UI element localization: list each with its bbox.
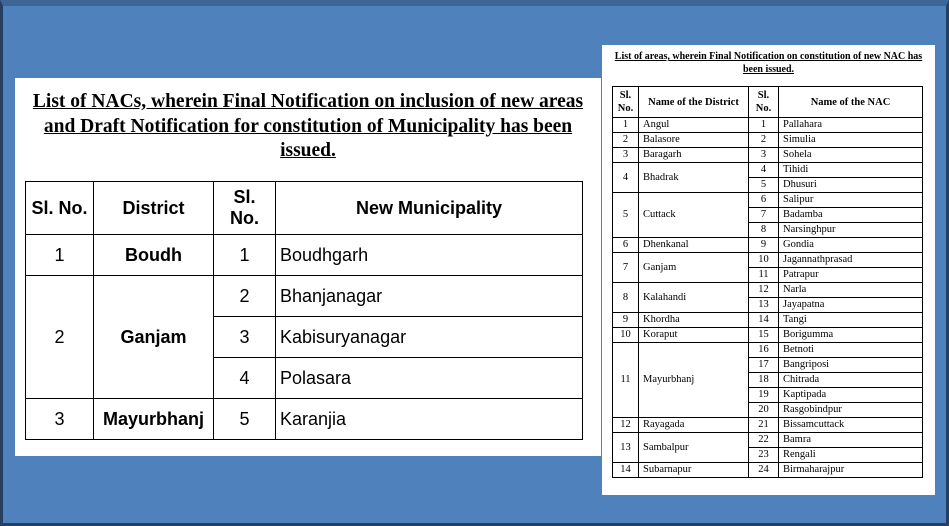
district-name: Koraput <box>639 328 749 343</box>
row-sl-no: 2 <box>26 276 94 399</box>
table-row <box>613 148 923 163</box>
nac-sl-no: 7 <box>749 208 779 223</box>
nac-sl-no: 22 <box>749 433 779 448</box>
row-sl-no: 1 <box>26 235 94 276</box>
table-row <box>613 343 923 358</box>
table-row <box>26 276 583 317</box>
table-row <box>613 238 923 253</box>
nac-municipality-panel <box>15 78 601 456</box>
nac-name: Rasgobindpur <box>779 403 923 418</box>
table-row <box>613 283 923 298</box>
nac-name: Salipur <box>779 193 923 208</box>
nac-list-panel <box>602 45 935 495</box>
nac-sl-no: 5 <box>749 178 779 193</box>
nac-name: Birmaharajpur <box>779 463 923 478</box>
table-header-row <box>26 182 583 235</box>
nac-name: Simulia <box>779 133 923 148</box>
nac-name: Betnoti <box>779 343 923 358</box>
nac-name: Narla <box>779 283 923 298</box>
nac-name: Bangriposi <box>779 358 923 373</box>
district-name: Ganjam <box>639 253 749 283</box>
nac-sl-no: 4 <box>749 163 779 178</box>
nac-municipality-table <box>25 181 583 440</box>
municipality-sl-no: 1 <box>214 235 276 276</box>
nac-name: Patrapur <box>779 268 923 283</box>
header-sl-no-2: Sl. No. <box>749 87 779 118</box>
table-row <box>613 313 923 328</box>
row-sl-no: 8 <box>613 283 639 313</box>
nac-name: Rengali <box>779 448 923 463</box>
nac-sl-no: 17 <box>749 358 779 373</box>
table-row <box>613 463 923 478</box>
row-sl-no: 3 <box>26 399 94 440</box>
municipality-name: Polasara <box>276 358 583 399</box>
nac-sl-no: 20 <box>749 403 779 418</box>
nac-name: Tangi <box>779 313 923 328</box>
nac-sl-no: 8 <box>749 223 779 238</box>
nac-sl-no: 14 <box>749 313 779 328</box>
header-district: District <box>94 182 214 235</box>
municipality-name: Bhanjanagar <box>276 276 583 317</box>
district-name: Khordha <box>639 313 749 328</box>
row-sl-no: 9 <box>613 313 639 328</box>
table-row <box>26 399 583 440</box>
nac-sl-no: 9 <box>749 238 779 253</box>
row-sl-no: 3 <box>613 148 639 163</box>
nac-name: Dhusuri <box>779 178 923 193</box>
nac-sl-no: 10 <box>749 253 779 268</box>
nac-name: Bamra <box>779 433 923 448</box>
header-nac-name: Name of the NAC <box>779 87 923 118</box>
nac-sl-no: 3 <box>749 148 779 163</box>
row-sl-no: 7 <box>613 253 639 283</box>
nac-name: Pallahara <box>779 118 923 133</box>
header-sl-no-2: Sl. No. <box>214 182 276 235</box>
municipality-sl-no: 5 <box>214 399 276 440</box>
district-name: Boudh <box>94 235 214 276</box>
district-name: Rayagada <box>639 418 749 433</box>
district-name: Bhadrak <box>639 163 749 193</box>
row-sl-no: 10 <box>613 328 639 343</box>
nac-name: Bissamcuttack <box>779 418 923 433</box>
row-sl-no: 11 <box>613 343 639 418</box>
table-row <box>613 133 923 148</box>
table-row <box>613 253 923 268</box>
nac-name: Badamba <box>779 208 923 223</box>
nac-sl-no: 19 <box>749 388 779 403</box>
table-row <box>613 163 923 178</box>
row-sl-no: 4 <box>613 163 639 193</box>
district-name: Angul <box>639 118 749 133</box>
municipality-sl-no: 4 <box>214 358 276 399</box>
nac-sl-no: 12 <box>749 283 779 298</box>
nac-sl-no: 18 <box>749 373 779 388</box>
nac-sl-no: 15 <box>749 328 779 343</box>
nac-name: Chitrada <box>779 373 923 388</box>
district-name: Cuttack <box>639 193 749 238</box>
row-sl-no: 14 <box>613 463 639 478</box>
nac-sl-no: 1 <box>749 118 779 133</box>
table-row <box>26 235 583 276</box>
district-name: Dhenkanal <box>639 238 749 253</box>
table-row <box>613 418 923 433</box>
header-district-name: Name of the District <box>639 87 749 118</box>
municipality-name: Kabisuryanagar <box>276 317 583 358</box>
nac-sl-no: 13 <box>749 298 779 313</box>
nac-sl-no: 2 <box>749 133 779 148</box>
table-header-row <box>613 87 923 118</box>
district-name: Kalahandi <box>639 283 749 313</box>
nac-name: Kaptipada <box>779 388 923 403</box>
nac-name: Jayapatna <box>779 298 923 313</box>
municipality-sl-no: 2 <box>214 276 276 317</box>
district-name: Baragarh <box>639 148 749 163</box>
district-name: Sambalpur <box>639 433 749 463</box>
municipality-sl-no: 3 <box>214 317 276 358</box>
nac-name: Borigumma <box>779 328 923 343</box>
nac-sl-no: 24 <box>749 463 779 478</box>
nac-name: Tihidi <box>779 163 923 178</box>
nac-name: Narsinghpur <box>779 223 923 238</box>
right-table-title: List of areas, wherein Final Notification on constitution of new NAC has been issued. <box>614 51 923 75</box>
header-new-municipality: New Municipality <box>276 182 583 235</box>
row-sl-no: 1 <box>613 118 639 133</box>
nac-list-table <box>612 86 923 478</box>
left-table-title: List of NACs, wherein Final Notification on inclusion of new areas and Draft Notification for constitution of Municipality has been issued. <box>32 91 584 161</box>
row-sl-no: 6 <box>613 238 639 253</box>
row-sl-no: 2 <box>613 133 639 148</box>
row-sl-no: 12 <box>613 418 639 433</box>
district-name: Subarnapur <box>639 463 749 478</box>
nac-sl-no: 16 <box>749 343 779 358</box>
table-row <box>613 433 923 448</box>
nac-name: Gondia <box>779 238 923 253</box>
table-row <box>613 328 923 343</box>
header-sl-no: Sl. No. <box>26 182 94 235</box>
municipality-name: Boudhgarh <box>276 235 583 276</box>
row-sl-no: 5 <box>613 193 639 238</box>
nac-sl-no: 11 <box>749 268 779 283</box>
table-row <box>613 118 923 133</box>
table-row <box>613 193 923 208</box>
district-name: Ganjam <box>94 276 214 399</box>
header-sl-no: Sl. No. <box>613 87 639 118</box>
municipality-name: Karanjia <box>276 399 583 440</box>
row-sl-no: 13 <box>613 433 639 463</box>
nac-sl-no: 21 <box>749 418 779 433</box>
nac-name: Jagannathprasad <box>779 253 923 268</box>
nac-sl-no: 23 <box>749 448 779 463</box>
district-name: Mayurbhanj <box>639 343 749 418</box>
nac-name: Sohela <box>779 148 923 163</box>
district-name: Balasore <box>639 133 749 148</box>
nac-sl-no: 6 <box>749 193 779 208</box>
district-name: Mayurbhanj <box>94 399 214 440</box>
